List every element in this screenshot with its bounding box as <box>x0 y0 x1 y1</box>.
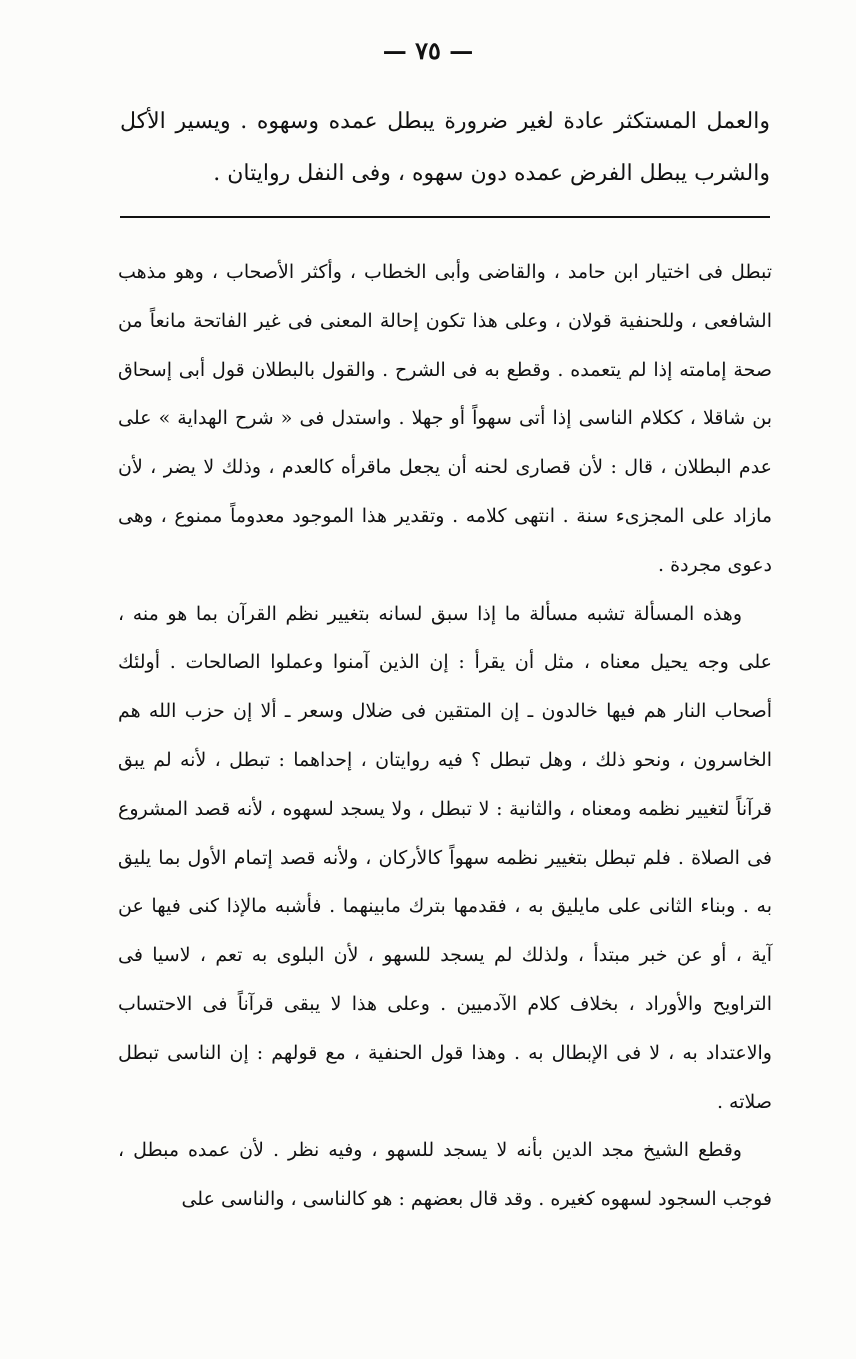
footnote-separator-rule <box>120 216 770 218</box>
footnotes <box>118 248 772 1224</box>
footnote-paragraph-1: تبطل فى اختيار ابن حامد ، والقاضى وأبى الخطاب ، وأكثر الأصحاب ، وهو مذهب الشافعى ، وللحنفية قولان ، وعلى هذا تكون إحالة المعنى فى غير الفاتحة مانعاً من صحة إمامته إذا لم يتعمده . وقطع به فى الشرح . والقول بالبطلان قول أبى إسحاق بن شاقلا ، ككلام الناسى إذا أتى سهواً أو جهلا . واستدل فى « شرح الهداية » على عدم البطلان ، قال : لأن قصارى لحنه أن يجعل ماقرأه كالعدم ، وذلك لا يضر ، لأن مازاد على المجزىء سنة . انتهى كلامه . وتقدير هذا الموجود معدوماً ممنوع ، وهى دعوى مجردة . <box>118 261 772 576</box>
page-number: — ٧٥ — <box>382 36 474 65</box>
main-paragraph: والعمل المستكثر عادة لغير ضرورة يبطل عمده وسهوه . ويسير الأكل والشرب يبطل الفرض عمده دون سهوه ، وفى النفل روايتان . <box>120 109 770 186</box>
main-text <box>120 96 770 200</box>
footnote-paragraph-3: وقطع الشيخ مجد الدين بأنه لا يسجد للسهو ، وفيه نظر . لأن عمده مبطل ، فوجب السجود لسهوه كغيره . وقد قال بعضهم : هو كالناسى ، والناسى على <box>118 1139 772 1211</box>
footnote-paragraph-2: وهذه المسألة تشبه مسألة ما إذا سبق لسانه بتغيير نظم القرآن بما هو منه ، على وجه يحيل معناه ، مثل أن يقرأ : إن الذين آمنوا وعملوا الصالحات . أولئك أصحاب النار هم فيها خالدون ـ إن المتقين فى ضلال وسعر ـ ألا إن حزب الله هم الخاسرون ، ونحو ذلك ، وهل تبطل ؟ فيه روايتان ، إحداهما : تبطل ، لأنه لم يبق قرآناً لتغيير نظمه ومعناه ، والثانية : لا تبطل ، ولا يسجد لسهوه ، لأنه قصد المشروع فى الصلاة . فلم تبطل بتغيير نظمه سهواً كالأركان ، ولأنه قصد إتمام الأول بما يليق به . وبناء الثانى على مايليق به ، فقدمها بترك مابينهما . فأشبه مالإذا كنى فيها عن آية ، أو عن خبر مبتدأ ، ولذلك لم يسجد للسهو ، لأن البلوى به تعم ، لاسيا فى التراويح والأوراد ، بخلاف كلام الآدميين . وعلى هذا لا يبقى قرآناً فى الاحتساب والاعتداد به ، لا فى الإبطال به . وهذا قول الحنفية ، مع قولهم : إن الناسى تبطل صلاته . <box>118 602 772 1113</box>
